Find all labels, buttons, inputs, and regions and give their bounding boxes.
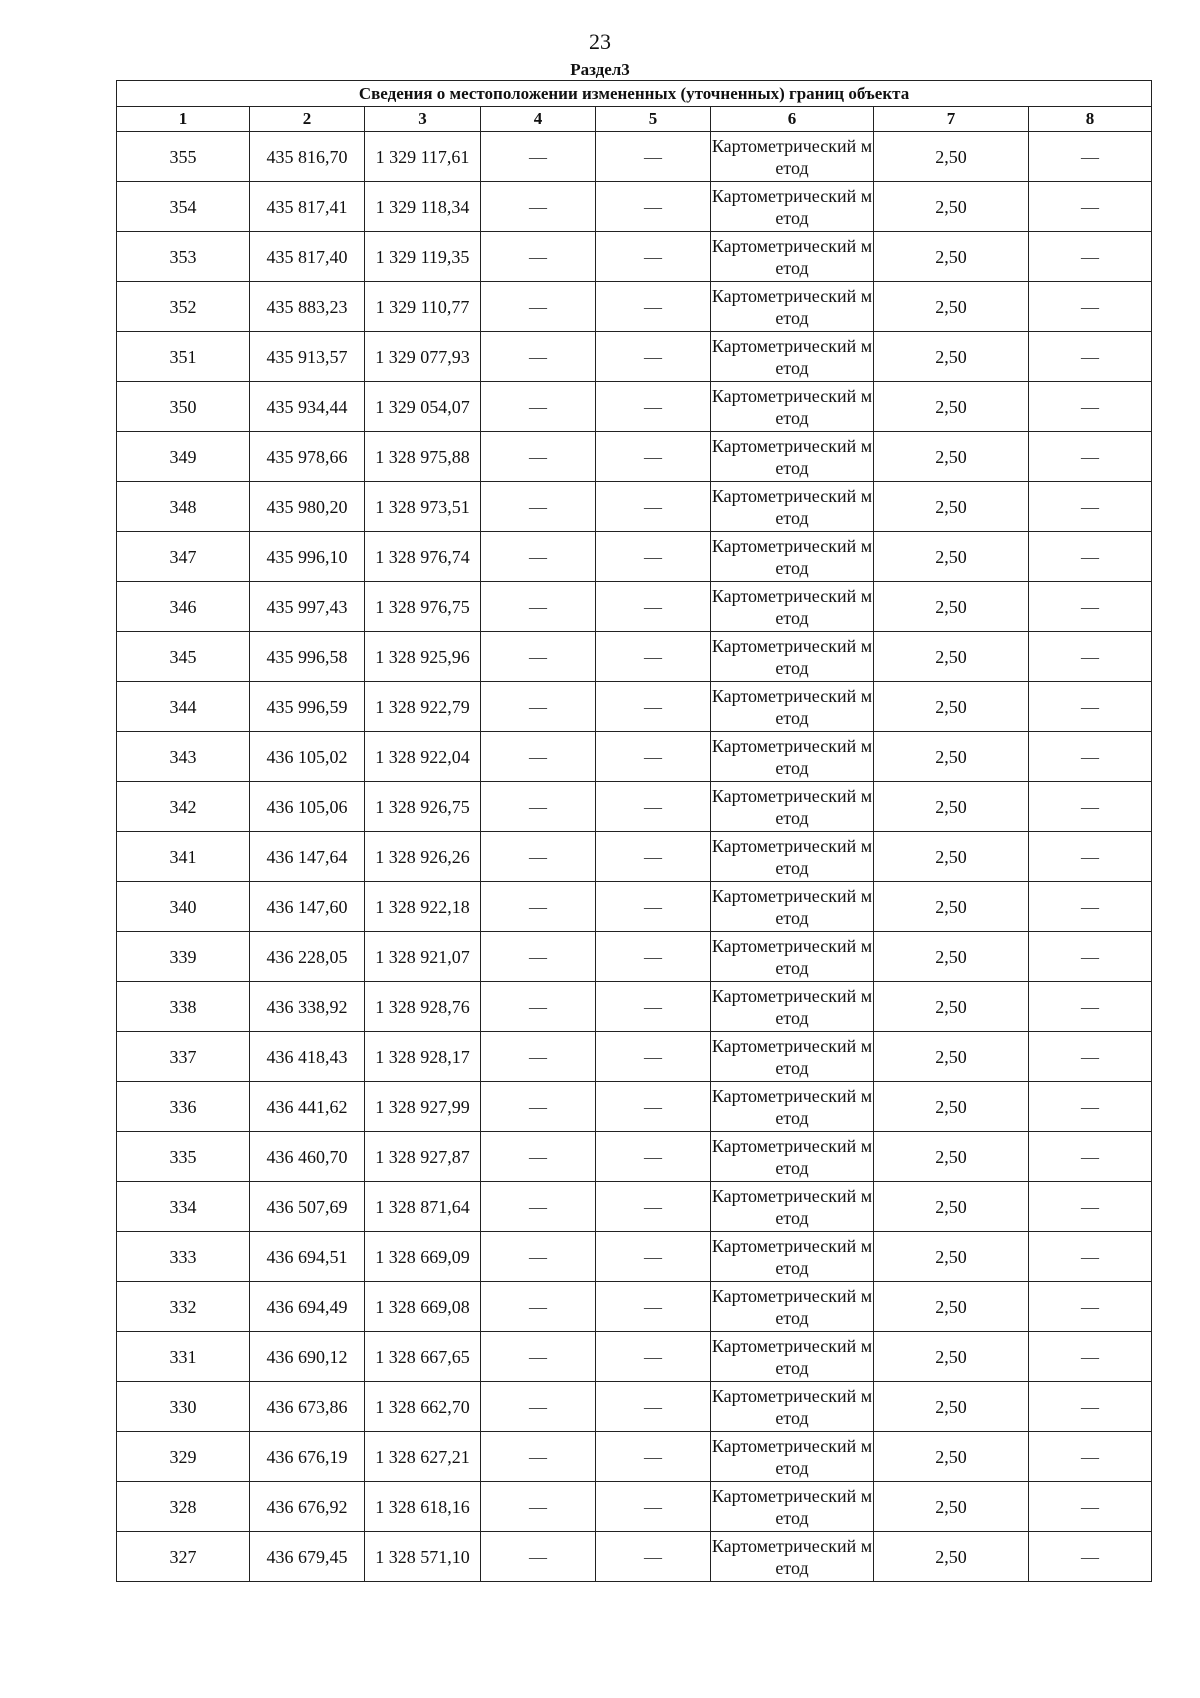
- coord-x: 435 996,58: [250, 632, 365, 682]
- point-number: 347: [117, 532, 250, 582]
- col4-value: —: [481, 882, 596, 932]
- col5-value: —: [596, 732, 711, 782]
- table-row: [117, 1532, 1152, 1582]
- coord-y: 1 328 975,88: [365, 432, 481, 482]
- method-value: Картометрический метод: [711, 832, 874, 882]
- col5-value: —: [596, 282, 711, 332]
- col4-value: —: [481, 782, 596, 832]
- col4-value: —: [481, 432, 596, 482]
- table-row: [117, 982, 1152, 1032]
- column-number: 4: [481, 107, 596, 132]
- coord-x: 436 690,12: [250, 1332, 365, 1382]
- col4-value: —: [481, 832, 596, 882]
- point-number: 338: [117, 982, 250, 1032]
- method-value: Картометрический метод: [711, 232, 874, 282]
- table-row: [117, 532, 1152, 582]
- coord-x: 436 228,05: [250, 932, 365, 982]
- section-title: Раздел3: [570, 60, 630, 79]
- coord-y: 1 328 618,16: [365, 1482, 481, 1532]
- table-row: [117, 1132, 1152, 1182]
- method-value: Картометрический метод: [711, 782, 874, 832]
- coord-x: 435 934,44: [250, 382, 365, 432]
- point-number: 345: [117, 632, 250, 682]
- col4-value: —: [481, 682, 596, 732]
- table-row: [117, 1082, 1152, 1132]
- method-value: Картометрический метод: [711, 1332, 874, 1382]
- coord-y: 1 328 925,96: [365, 632, 481, 682]
- column-number: 8: [1029, 107, 1152, 132]
- col4-value: —: [481, 1182, 596, 1232]
- table-row: [117, 1032, 1152, 1082]
- accuracy-value: 2,50: [874, 532, 1029, 582]
- point-number: 330: [117, 1382, 250, 1432]
- point-number: 352: [117, 282, 250, 332]
- column-number: 7: [874, 107, 1029, 132]
- method-value: Картометрический метод: [711, 632, 874, 682]
- col4-value: —: [481, 932, 596, 982]
- col8-value: —: [1029, 432, 1152, 482]
- table-row: [117, 882, 1152, 932]
- coord-y: 1 328 927,87: [365, 1132, 481, 1182]
- col8-value: —: [1029, 1482, 1152, 1532]
- col5-value: —: [596, 1182, 711, 1232]
- point-number: 328: [117, 1482, 250, 1532]
- table-row: [117, 282, 1152, 332]
- col8-value: —: [1029, 532, 1152, 582]
- method-value: Картометрический метод: [711, 482, 874, 532]
- table-row: [117, 432, 1152, 482]
- method-value: Картометрический метод: [711, 1532, 874, 1582]
- coord-x: 436 460,70: [250, 1132, 365, 1182]
- method-value: Картометрический метод: [711, 1282, 874, 1332]
- col5-value: —: [596, 882, 711, 932]
- col5-value: —: [596, 1532, 711, 1582]
- col8-value: —: [1029, 1082, 1152, 1132]
- accuracy-value: 2,50: [874, 732, 1029, 782]
- column-number-row: [117, 107, 1152, 132]
- coord-x: 436 147,64: [250, 832, 365, 882]
- point-number: 350: [117, 382, 250, 432]
- point-number: 332: [117, 1282, 250, 1332]
- method-value: Картометрический метод: [711, 1082, 874, 1132]
- coord-x: 436 676,19: [250, 1432, 365, 1482]
- coord-y: 1 328 922,79: [365, 682, 481, 732]
- coord-y: 1 328 921,07: [365, 932, 481, 982]
- col8-value: —: [1029, 1432, 1152, 1482]
- point-number: 343: [117, 732, 250, 782]
- coord-y: 1 328 922,04: [365, 732, 481, 782]
- col8-value: —: [1029, 1532, 1152, 1582]
- col8-value: —: [1029, 382, 1152, 432]
- col5-value: —: [596, 632, 711, 682]
- column-number: 5: [596, 107, 711, 132]
- col8-value: —: [1029, 932, 1152, 982]
- method-value: Картометрический метод: [711, 1182, 874, 1232]
- table-row: [117, 1382, 1152, 1432]
- point-number: 333: [117, 1232, 250, 1282]
- col4-value: —: [481, 532, 596, 582]
- col5-value: —: [596, 532, 711, 582]
- accuracy-value: 2,50: [874, 1132, 1029, 1182]
- col5-value: —: [596, 1032, 711, 1082]
- point-number: 349: [117, 432, 250, 482]
- coord-x: 436 673,86: [250, 1382, 365, 1432]
- coord-y: 1 328 976,74: [365, 532, 481, 582]
- coord-y: 1 328 927,99: [365, 1082, 481, 1132]
- table-row: [117, 832, 1152, 882]
- col4-value: —: [481, 1532, 596, 1582]
- coord-y: 1 328 922,18: [365, 882, 481, 932]
- accuracy-value: 2,50: [874, 1082, 1029, 1132]
- accuracy-value: 2,50: [874, 1182, 1029, 1232]
- coord-x: 435 883,23: [250, 282, 365, 332]
- point-number: 331: [117, 1332, 250, 1382]
- column-number: 1: [117, 107, 250, 132]
- col5-value: —: [596, 1382, 711, 1432]
- coord-y: 1 328 667,65: [365, 1332, 481, 1382]
- point-number: 336: [117, 1082, 250, 1132]
- accuracy-value: 2,50: [874, 682, 1029, 732]
- col5-value: —: [596, 382, 711, 432]
- coord-x: 435 978,66: [250, 432, 365, 482]
- col8-value: —: [1029, 332, 1152, 382]
- col5-value: —: [596, 832, 711, 882]
- col8-value: —: [1029, 282, 1152, 332]
- column-number: 2: [250, 107, 365, 132]
- method-value: Картометрический метод: [711, 1482, 874, 1532]
- accuracy-value: 2,50: [874, 832, 1029, 882]
- coord-y: 1 328 976,75: [365, 582, 481, 632]
- coord-y: 1 329 117,61: [365, 132, 481, 182]
- col8-value: —: [1029, 882, 1152, 932]
- accuracy-value: 2,50: [874, 1232, 1029, 1282]
- table-row: [117, 482, 1152, 532]
- col8-value: —: [1029, 582, 1152, 632]
- column-number: 6: [711, 107, 874, 132]
- table-row: [117, 1282, 1152, 1332]
- col8-value: —: [1029, 732, 1152, 782]
- table-row: [117, 632, 1152, 682]
- accuracy-value: 2,50: [874, 1382, 1029, 1432]
- table-row: [117, 1182, 1152, 1232]
- col5-value: —: [596, 682, 711, 732]
- method-value: Картометрический метод: [711, 1382, 874, 1432]
- accuracy-value: 2,50: [874, 582, 1029, 632]
- coord-x: 436 105,02: [250, 732, 365, 782]
- coord-x: 435 913,57: [250, 332, 365, 382]
- method-value: Картометрический метод: [711, 1432, 874, 1482]
- table-row: [117, 332, 1152, 382]
- col5-value: —: [596, 1082, 711, 1132]
- col5-value: —: [596, 182, 711, 232]
- col5-value: —: [596, 1282, 711, 1332]
- col4-value: —: [481, 1132, 596, 1182]
- point-number: 327: [117, 1532, 250, 1582]
- col8-value: —: [1029, 1132, 1152, 1182]
- accuracy-value: 2,50: [874, 982, 1029, 1032]
- col5-value: —: [596, 482, 711, 532]
- accuracy-value: 2,50: [874, 182, 1029, 232]
- point-number: 339: [117, 932, 250, 982]
- accuracy-value: 2,50: [874, 1432, 1029, 1482]
- coord-y: 1 328 662,70: [365, 1382, 481, 1432]
- point-number: 341: [117, 832, 250, 882]
- method-value: Картометрический метод: [711, 932, 874, 982]
- col5-value: —: [596, 332, 711, 382]
- method-value: Картометрический метод: [711, 1232, 874, 1282]
- col4-value: —: [481, 1282, 596, 1332]
- col5-value: —: [596, 1432, 711, 1482]
- col8-value: —: [1029, 782, 1152, 832]
- table-row: [117, 1482, 1152, 1532]
- col8-value: —: [1029, 132, 1152, 182]
- point-number: 335: [117, 1132, 250, 1182]
- col4-value: —: [481, 182, 596, 232]
- method-value: Картометрический метод: [711, 382, 874, 432]
- col8-value: —: [1029, 482, 1152, 532]
- coord-x: 436 694,51: [250, 1232, 365, 1282]
- column-number: 3: [365, 107, 481, 132]
- col8-value: —: [1029, 1332, 1152, 1382]
- accuracy-value: 2,50: [874, 882, 1029, 932]
- table-row: [117, 582, 1152, 632]
- method-value: Картометрический метод: [711, 582, 874, 632]
- table-row: [117, 1332, 1152, 1382]
- point-number: 355: [117, 132, 250, 182]
- col4-value: —: [481, 982, 596, 1032]
- coord-x: 436 105,06: [250, 782, 365, 832]
- point-number: 351: [117, 332, 250, 382]
- col4-value: —: [481, 582, 596, 632]
- point-number: 337: [117, 1032, 250, 1082]
- method-value: Картометрический метод: [711, 432, 874, 482]
- col4-value: —: [481, 1382, 596, 1432]
- accuracy-value: 2,50: [874, 1282, 1029, 1332]
- col8-value: —: [1029, 182, 1152, 232]
- point-number: 353: [117, 232, 250, 282]
- table-row: [117, 932, 1152, 982]
- col8-value: —: [1029, 1232, 1152, 1282]
- col5-value: —: [596, 582, 711, 632]
- col8-value: —: [1029, 232, 1152, 282]
- col4-value: —: [481, 1082, 596, 1132]
- accuracy-value: 2,50: [874, 1032, 1029, 1082]
- table-row: [117, 1232, 1152, 1282]
- coord-x: 436 418,43: [250, 1032, 365, 1082]
- coord-y: 1 328 871,64: [365, 1182, 481, 1232]
- coord-y: 1 328 627,21: [365, 1432, 481, 1482]
- coord-y: 1 328 926,75: [365, 782, 481, 832]
- col8-value: —: [1029, 682, 1152, 732]
- point-number: 340: [117, 882, 250, 932]
- col4-value: —: [481, 332, 596, 382]
- coord-y: 1 328 928,76: [365, 982, 481, 1032]
- coord-x: 435 996,10: [250, 532, 365, 582]
- col5-value: —: [596, 1132, 711, 1182]
- coord-y: 1 329 077,93: [365, 332, 481, 382]
- col4-value: —: [481, 232, 596, 282]
- method-value: Картометрический метод: [711, 682, 874, 732]
- col4-value: —: [481, 282, 596, 332]
- col8-value: —: [1029, 832, 1152, 882]
- accuracy-value: 2,50: [874, 432, 1029, 482]
- coord-y: 1 328 973,51: [365, 482, 481, 532]
- coord-y: 1 328 669,09: [365, 1232, 481, 1282]
- col4-value: —: [481, 1432, 596, 1482]
- method-value: Картометрический метод: [711, 132, 874, 182]
- coord-y: 1 328 928,17: [365, 1032, 481, 1082]
- accuracy-value: 2,50: [874, 482, 1029, 532]
- table-body: [117, 132, 1152, 1582]
- coord-x: 435 980,20: [250, 482, 365, 532]
- col4-value: —: [481, 732, 596, 782]
- coord-x: 435 817,40: [250, 232, 365, 282]
- method-value: Картометрический метод: [711, 332, 874, 382]
- col5-value: —: [596, 232, 711, 282]
- accuracy-value: 2,50: [874, 632, 1029, 682]
- col5-value: —: [596, 1482, 711, 1532]
- method-value: Картометрический метод: [711, 882, 874, 932]
- col4-value: —: [481, 1332, 596, 1382]
- point-number: 354: [117, 182, 250, 232]
- method-value: Картометрический метод: [711, 282, 874, 332]
- table-row: [117, 682, 1152, 732]
- method-value: Картометрический метод: [711, 182, 874, 232]
- coord-y: 1 329 119,35: [365, 232, 481, 282]
- method-value: Картометрический метод: [711, 982, 874, 1032]
- table-row: [117, 182, 1152, 232]
- col4-value: —: [481, 1482, 596, 1532]
- col5-value: —: [596, 932, 711, 982]
- table-row: [117, 132, 1152, 182]
- boundary-table: [116, 80, 1152, 1582]
- accuracy-value: 2,50: [874, 1482, 1029, 1532]
- accuracy-value: 2,50: [874, 1532, 1029, 1582]
- col4-value: —: [481, 1232, 596, 1282]
- table-row: [117, 782, 1152, 832]
- coord-x: 435 817,41: [250, 182, 365, 232]
- coord-y: 1 329 054,07: [365, 382, 481, 432]
- col8-value: —: [1029, 982, 1152, 1032]
- coord-x: 436 679,45: [250, 1532, 365, 1582]
- accuracy-value: 2,50: [874, 782, 1029, 832]
- accuracy-value: 2,50: [874, 332, 1029, 382]
- coord-x: 436 676,92: [250, 1482, 365, 1532]
- accuracy-value: 2,50: [874, 132, 1029, 182]
- col4-value: —: [481, 132, 596, 182]
- col8-value: —: [1029, 1282, 1152, 1332]
- method-value: Картометрический метод: [711, 532, 874, 582]
- coord-y: 1 329 110,77: [365, 282, 481, 332]
- coord-x: 436 507,69: [250, 1182, 365, 1232]
- coord-y: 1 328 669,08: [365, 1282, 481, 1332]
- coord-x: 436 338,92: [250, 982, 365, 1032]
- col4-value: —: [481, 482, 596, 532]
- col8-value: —: [1029, 1032, 1152, 1082]
- page-number: 23: [589, 29, 611, 54]
- accuracy-value: 2,50: [874, 382, 1029, 432]
- table-row: [117, 382, 1152, 432]
- col5-value: —: [596, 1232, 711, 1282]
- accuracy-value: 2,50: [874, 282, 1029, 332]
- point-number: 329: [117, 1432, 250, 1482]
- point-number: 344: [117, 682, 250, 732]
- coord-y: 1 328 926,26: [365, 832, 481, 882]
- accuracy-value: 2,50: [874, 232, 1029, 282]
- accuracy-value: 2,50: [874, 932, 1029, 982]
- coord-x: 436 694,49: [250, 1282, 365, 1332]
- coord-y: 1 329 118,34: [365, 182, 481, 232]
- col8-value: —: [1029, 1182, 1152, 1232]
- col5-value: —: [596, 1332, 711, 1382]
- table-row: [117, 1432, 1152, 1482]
- coord-x: 436 147,60: [250, 882, 365, 932]
- col4-value: —: [481, 1032, 596, 1082]
- col8-value: —: [1029, 632, 1152, 682]
- table-caption: Сведения о местоположении измененных (уточненных) границ объекта: [117, 81, 1152, 107]
- accuracy-value: 2,50: [874, 1332, 1029, 1382]
- col5-value: —: [596, 782, 711, 832]
- point-number: 334: [117, 1182, 250, 1232]
- col8-value: —: [1029, 1382, 1152, 1432]
- method-value: Картометрический метод: [711, 1132, 874, 1182]
- method-value: Картометрический метод: [711, 732, 874, 782]
- point-number: 342: [117, 782, 250, 832]
- point-number: 346: [117, 582, 250, 632]
- coord-x: 436 441,62: [250, 1082, 365, 1132]
- coord-y: 1 328 571,10: [365, 1532, 481, 1582]
- col5-value: —: [596, 982, 711, 1032]
- table-row: [117, 732, 1152, 782]
- coord-x: 435 996,59: [250, 682, 365, 732]
- col4-value: —: [481, 382, 596, 432]
- col4-value: —: [481, 632, 596, 682]
- method-value: Картометрический метод: [711, 1032, 874, 1082]
- table-row: [117, 232, 1152, 282]
- coord-x: 435 816,70: [250, 132, 365, 182]
- col5-value: —: [596, 132, 711, 182]
- coord-x: 435 997,43: [250, 582, 365, 632]
- col5-value: —: [596, 432, 711, 482]
- point-number: 348: [117, 482, 250, 532]
